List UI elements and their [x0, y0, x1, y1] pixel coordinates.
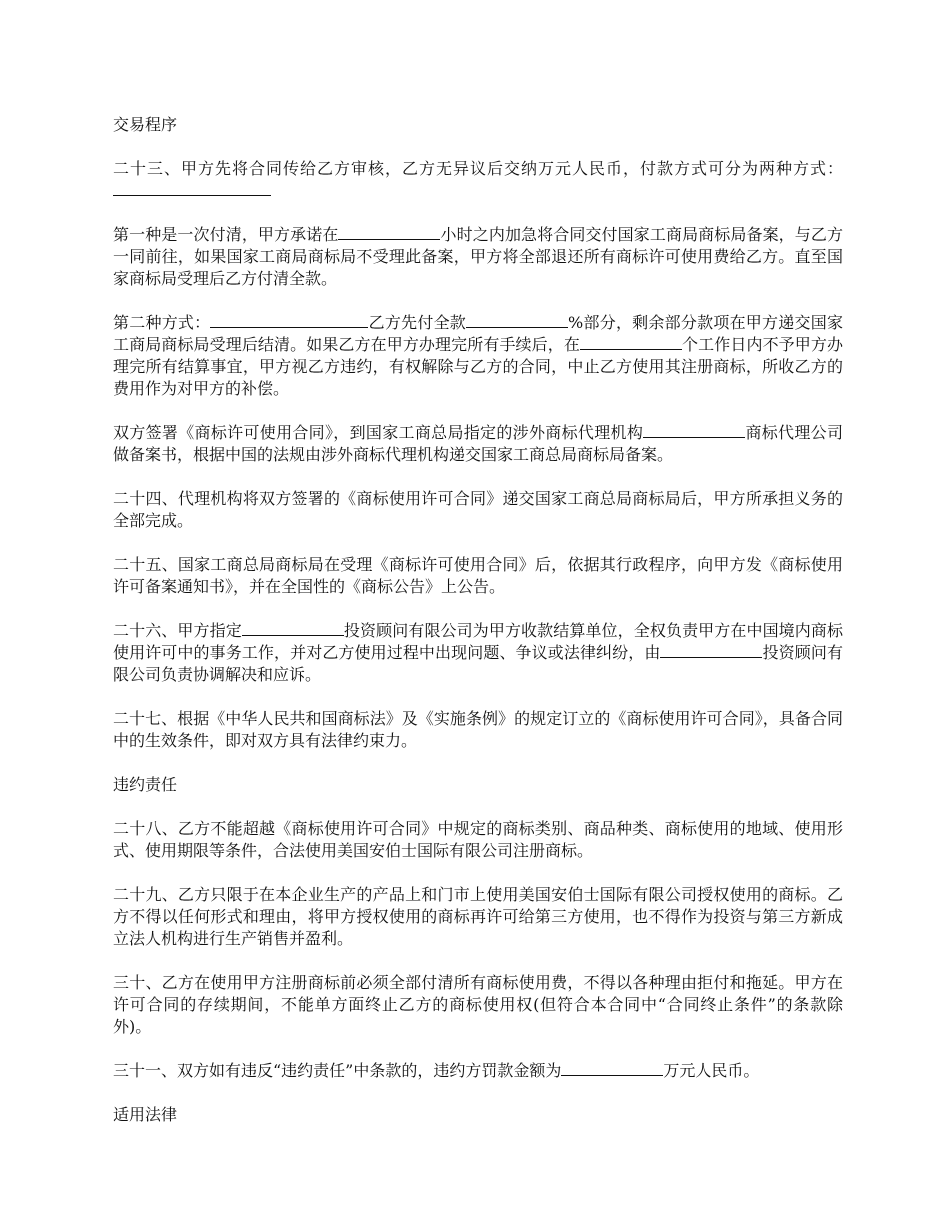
- clause-second-text-a: 第二种方式：: [113, 313, 211, 332]
- clause-31: [113, 1060, 843, 1082]
- clause-27: 二十七、根据《中华人民共和国商标法》及《实施条例》的规定订立的《商标使用许可合同》，具备合同中的生效条件，即对双方具有法律约束力。: [113, 709, 843, 750]
- blank-second-method: [210, 312, 368, 328]
- clause-26-text-c: 投资顾问有限公司负责协调解决和应诉。: [113, 643, 843, 684]
- clause-first-text-b: 小时之内加急将合同交付国家工商局商标局备案，与乙方一同前往，如果国家工商局商标局不受理此备案，甲方将全部退还所有商标许可使用费给乙方。直至国家商标局受理后乙方付清全款。: [113, 225, 843, 288]
- section-heading-applicable-law: 适用法律: [113, 1105, 178, 1124]
- blank-hours: [338, 224, 440, 240]
- document-page: [113, 114, 843, 1148]
- clause-25: 二十五、国家工商总局商标局在受理《商标许可使用合同》后，依据其行政程序，向甲方发《商标使用许可备案通知书》，并在全国性的《商标公告》上公告。: [113, 555, 843, 596]
- clause-second-method: [113, 312, 843, 400]
- clause-26-text-a: 二十六、甲方指定: [113, 621, 242, 640]
- blank-percent: [466, 312, 568, 328]
- blank-penalty-amount: [561, 1060, 663, 1076]
- clause-31-text-a: 三十一、双方如有违反“违约责任”中条款的，违约方罚款金额为: [113, 1061, 562, 1080]
- blank-investment-company-1: [242, 620, 344, 636]
- clause-30: 三十、乙方在使用甲方注册商标前必须全部付清所有商标使用费，不得以各种理由拒付和拖延。甲方在许可合同的存续期间，不能单方面终止乙方的商标使用权(但符合本合同中“合同终止条件”的条款除外)。: [113, 973, 843, 1036]
- blank-payment-methods: [113, 180, 271, 196]
- clause-31-text-b: 万元人民币。: [663, 1061, 760, 1080]
- clause-signing-text-a: 双方签署《商标许可使用合同》，到国家工商总局指定的涉外商标代理机构: [113, 423, 644, 442]
- clause-29: 二十九、乙方只限于在本企业生产的产品上和门市上使用美国安伯士国际有限公司授权使用的商标。乙方不得以任何形式和理由，将甲方授权使用的商标再许可给第三方使用，也不得作为投资与第三方新成立法人机构进行生产销售并盈利。: [113, 885, 843, 948]
- blank-investment-company-2: [660, 642, 762, 658]
- section-heading-liability: 违约责任: [113, 775, 178, 794]
- section-heading-transaction: 交易程序: [113, 115, 178, 134]
- clause-23-text: 二十三、甲方先将合同传给乙方审核，乙方无异议后交纳万元人民币，付款方式可分为两种方式：: [113, 159, 843, 178]
- clause-first-text-a: 第一种是一次付清，甲方承诺在: [113, 225, 339, 244]
- clause-26-text-b: 投资顾问有限公司为甲方收款结算单位，全权负责甲方在中国境内商标使用许可中的事务工作，并对乙方使用过程中出现问题、争议或法律纠纷，由: [113, 621, 843, 662]
- clause-second-text-b: 乙方先付全款: [368, 313, 467, 332]
- blank-workdays: [580, 334, 682, 350]
- clause-second-text-d: 个工作日内不予甲方办理完所有结算事宜，甲方视乙方违约，有权解除与乙方的合同，中止乙方使用其注册商标，所收乙方的费用作为对甲方的补偿。: [113, 335, 843, 398]
- clause-signing-text-b: 商标代理公司做备案书，根据中国的法规由涉外商标代理机构递交国家工商总局商标局备案。: [113, 423, 843, 464]
- clause-signing: [113, 422, 843, 466]
- clause-first-method: [113, 224, 843, 290]
- clause-26: [113, 620, 843, 686]
- clause-second-text-c: %部分，剩余部分款项在甲方递交国家工商局商标局受理后结清。如果乙方在甲方办理完所有手续后，在: [113, 313, 843, 354]
- clause-28: 二十八、乙方不能超越《商标使用许可合同》中规定的商标类别、商品种类、商标使用的地域、使用形式、使用期限等条件，合法使用美国安伯士国际有限公司注册商标。: [113, 819, 843, 860]
- clause-23: [113, 158, 843, 202]
- clause-24: 二十四、代理机构将双方签署的《商标使用许可合同》递交国家工商总局商标局后，甲方所承担义务的全部完成。: [113, 489, 843, 530]
- blank-agency: [643, 422, 745, 438]
